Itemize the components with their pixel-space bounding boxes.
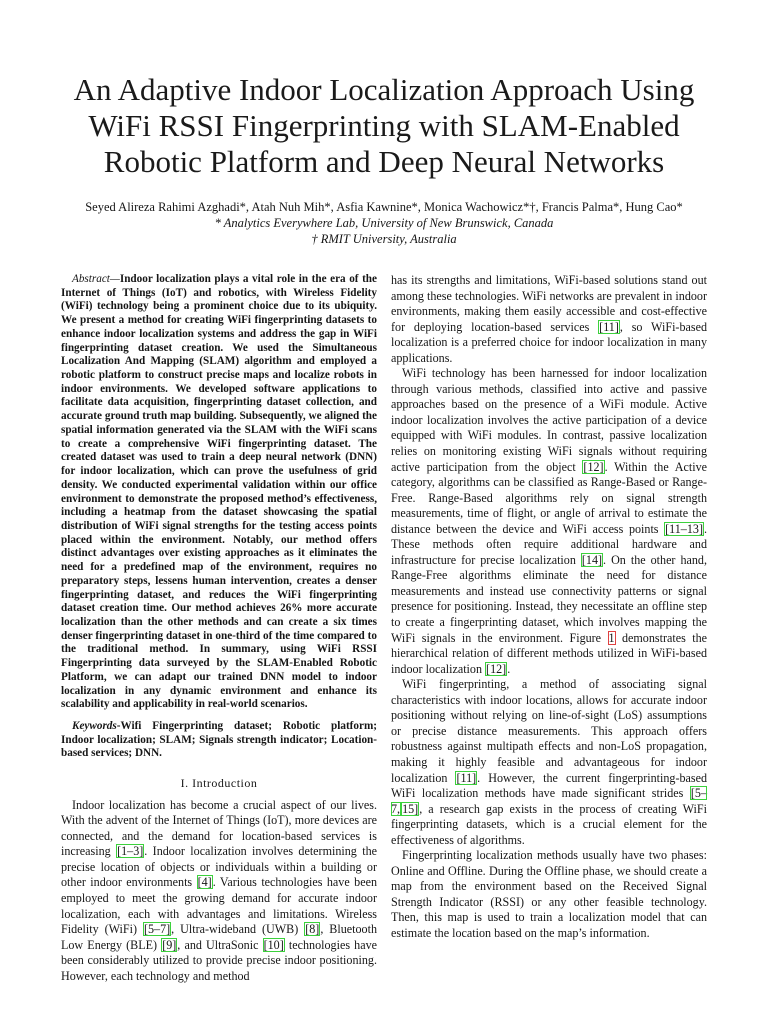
citation-link[interactable]: [9] (162, 937, 177, 952)
paragraph-continued: has its strengths and limitations, WiFi-based solutions stand out among these technologies. WiFi networks are prevalent in indoor environments, making them easily accessible and cost-effective for deploying location-based services [11], so WiFi-based localization is a preferred choice for indoor localization in many applications. (391, 273, 707, 365)
affiliation-1: * Analytics Everywhere Lab, University of New Brunswick, Canada (214, 216, 554, 230)
keywords (61, 720, 377, 761)
title-line-1: An Adaptive Indoor Localization Approach Using (73, 72, 695, 107)
intro-paragraph-1: Indoor localization has become a crucial aspect of our lives. With the advent of the Internet of Things (IoT), more devices are connected, and the demand for location-based services is increasing [1–3]. Indoor localization involves determining the precise location of objects or individuals within a building or other indoor environments [4]. Various technologies have been employed to meet the growing demand for accurate indoor localization, each with advantages and limitations. Wireless Fidelity (WiFi) [5–7], Ultra-wideband (UWB) [8], Bluetooth Low Energy (BLE) [9], and UltraSonic [10] technologies have been considerably utilized to provide precise indoor positioning. However, each technology and method (61, 797, 378, 983)
paper-title (30, 72, 738, 180)
citation-link[interactable]: [10] (263, 937, 284, 952)
citation-link[interactable]: [14] (581, 552, 603, 567)
citation-link[interactable]: [12] (583, 459, 604, 474)
author-block (30, 199, 738, 247)
figure-link[interactable]: 1 (608, 630, 615, 645)
paragraph-fingerprinting: WiFi fingerprinting, a method of associating signal characteristics with indoor locations, allows for accurate indoor positioning without relying on line-of-sight (LoS) assumptions or precise distance measurements. This approach offers robustness against multipath effects and non-LoS propagation, making it highly feasible and advantageous for indoor localization [11]. However, the current fingerprinting-based WiFi localization methods have made significant strides [5–7, 15], a research gap exists in the process of creating WiFi fingerprinting datasets, which is a crucial element for the effectiveness of algorithms. (391, 677, 708, 847)
citation-link[interactable]: [5–7, (391, 786, 707, 816)
citation-link[interactable]: [11] (456, 770, 477, 785)
keywords-text: -Wifi Fingerprinting dataset; Robotic platform; Indoor localization; SLAM; Signals strength indicator; Location-based services; DNN. (61, 720, 377, 760)
citation-link[interactable]: [1–3] (117, 844, 144, 859)
citation-link[interactable]: [5–7] (143, 922, 171, 937)
author-list: Seyed Alireza Rahimi Azghadi*, Atah Nuh Mih*, Asfia Kawnine*, Monica Wachowicz*†, Francis Palma*, Hung Cao* (85, 200, 683, 214)
citation-link[interactable]: [11] (599, 319, 619, 334)
paragraph-phases: Fingerprinting localization methods usually have two phases: Online and Offline. During the Offline phase, we should create a map from the environment based on the Received Signal Strength Indicator (RSSI) or any other feasible technology. Then, this map is used to train a localization model that can estimate the location based on the map’s information. (391, 848, 707, 940)
abstract-text: Indoor localization plays a vital role in the era of the Internet of Things (IoT) and robotics, with Wireless Fidelity (WiFi) technology being a prominent choice due to its ubiquity. We present a method for creating WiFi fingerprinting datasets to enhance indoor localization systems and address the gap in WiFi fingerprinting dataset creation. We used the Simultaneous Localization And Mapping (SLAM) algorithm and employed a robotic platform to construct precise maps and localize robots in indoor environments. We developed software applications to facilitate data acquisition, fingerprinting dataset collection, and accurate ground truth map building. Subsequently, we aligned the spatial information generated via the SLAM with the WiFi scans to create a comprehensive WiFi fingerprinting dataset. The created dataset was used to train a deep neural network (DNN) for indoor localization, which can prove the usefulness of grid density. We conducted experimental validation within our office environment to demonstrate the proposed method’s effectiveness, including a heatmap from the dataset showcasing the spatial distribution of WiFi signal strengths for the testing access points placed within the environment. Notably, our method offers distinct advantages over existing approaches as it eliminates the need for a predefined map of the environment, requires no preparatory steps, lessens human intervention, creates a denser fingerprinting dataset, and reduces the WiFi fingerprinting dataset creation time. Our method achieves 26% more accurate localization than the other methods and can create a six times denser fingerprinting dataset in one-third of the time compared to the traditional method. In summary, using WiFi RSSI Fingerprinting data surveyed by the SLAM-Enabled Robotic Platform, we can adapt our trained DNN model to indoor localization in any dynamic environment and enhance its scalability and applicability in real-world scenarios. (61, 273, 377, 711)
paragraph-wifi-methods: WiFi technology has been harnessed for indoor localization through various methods, classified into active and passive approaches based on the presence of a WiFi module. Active indoor localization involves the active participation of a device equipped with WiFi modules. In contrast, passive localization relies on monitoring existing WiFi signals without requiring active participation from the object [12]. Within the Active category, algorithms can be classified as Range-Based or Range-Free. Range-Based algorithms rely on signal strength measurements, time of flight, or angle of arrival to estimate the distance between the device and WiFi access points [11–13]. These methods often require additional hardware and infrastructure for precise localization [14]. On the other hand, Range-Free algorithms eliminate the need for distance measurements and instead use connectivity patterns or signal presence for positioning. Instead, they necessitate an offline step to create a fingerprinting dataset, which involves mapping the WiFi signals in the environment. Figure 1 demonstrates the hierarchical relation of different methods utilized in WiFi-based indoor localization [12]. (391, 366, 708, 676)
title-line-2: WiFi RSSI Fingerprinting with SLAM-Enabled (88, 108, 680, 143)
citation-link[interactable]: [12] (486, 661, 507, 676)
right-column (391, 273, 707, 942)
left-column (61, 273, 377, 984)
title-line-3: Robotic Platform and Deep Neural Networks (103, 144, 665, 179)
citation-link[interactable]: [4] (197, 875, 212, 890)
abstract (61, 273, 377, 712)
section-heading-introduction: I. Introduction (180, 776, 258, 791)
keywords-label: Keywords (72, 720, 117, 732)
citation-link[interactable]: 15] (402, 801, 419, 816)
citation-link[interactable]: [8] (305, 922, 320, 937)
citation-link[interactable]: [11–13] (665, 521, 703, 536)
abstract-label: Abstract— (72, 273, 120, 285)
affiliation-2: † RMIT University, Australia (311, 232, 457, 246)
